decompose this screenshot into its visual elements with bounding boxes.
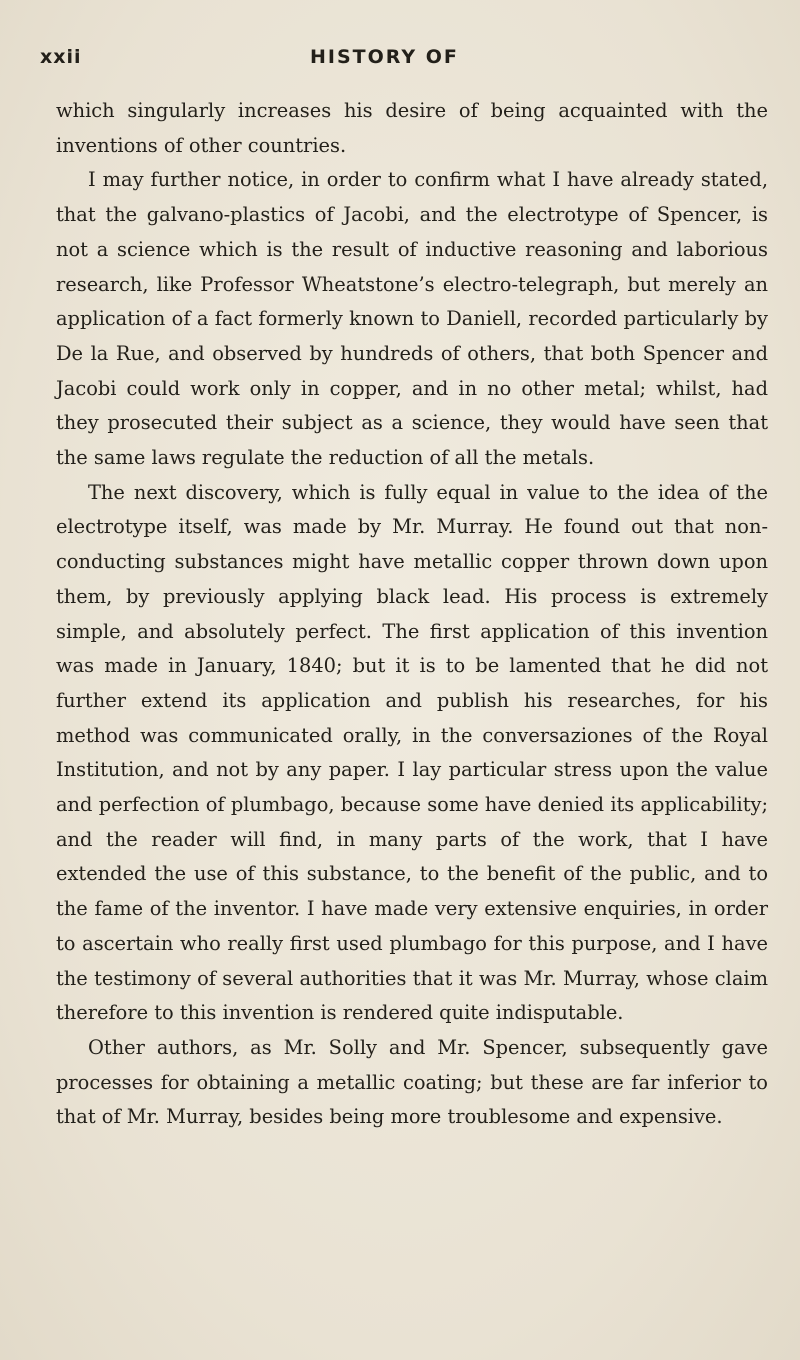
page-number: xxii: [40, 46, 82, 68]
running-title: HISTORY OF: [310, 46, 459, 68]
paragraph-3: The next discovery, which is fully equal in value to the idea of the electrotype itself, was made by Mr. Murray. He found out that non-conducting substances might have metallic copper thrown down upon them, by previously applying black lead. His process is extremely simple, and absolutely perfect. The first application of this invention was made in January, 1840; but it is to be lamented that he did not further extend its application and publish his researches, for his method was communicated orally, in the conversaziones of the Royal Institution, and not by any paper. I lay particular stress upon the value and perfection of plumbago, because some have denied its applicability; and the reader will find, in many parts of the work, that I have extended the use of this substance, to the benefit of the public, and to the fame of the inventor. I have made very extensive enquiries, in order to ascertain who really first used plumbago for this purpose, and I have the testimony of several authorities that it was Mr. Murray, whose claim therefore to this invention is rendered quite indisputable.: [56, 480, 768, 1025]
running-head: [0, 46, 800, 76]
paragraph-1: which singularly increases his desire of being acquainted with the inventions of other countries.: [56, 99, 768, 157]
paragraph-4: Other authors, as Mr. Solly and Mr. Spencer, subsequently gave processes for obtaining a metallic coating; but these are far inferior to that of Mr. Murray, besides being more troublesome and expensive.: [56, 1035, 768, 1129]
paragraph-2: I may further notice, in order to confirm what I have already stated, that the galvano-plastics of Jacobi, and the electrotype of Spencer, is not a science which is the result of inductive reasoning and laborious research, like Professor Wheatstone’s electro-telegraph, but merely an application of a fact formerly known to Daniell, recorded particularly by De la Rue, and observed by hundreds of others, that both Spencer and Jacobi could work only in copper, and in no other metal; whilst, had they prosecuted their subject as a science, they would have seen that the same laws regulate the reduction of all the metals.: [56, 168, 768, 470]
body-text: [56, 94, 768, 1135]
